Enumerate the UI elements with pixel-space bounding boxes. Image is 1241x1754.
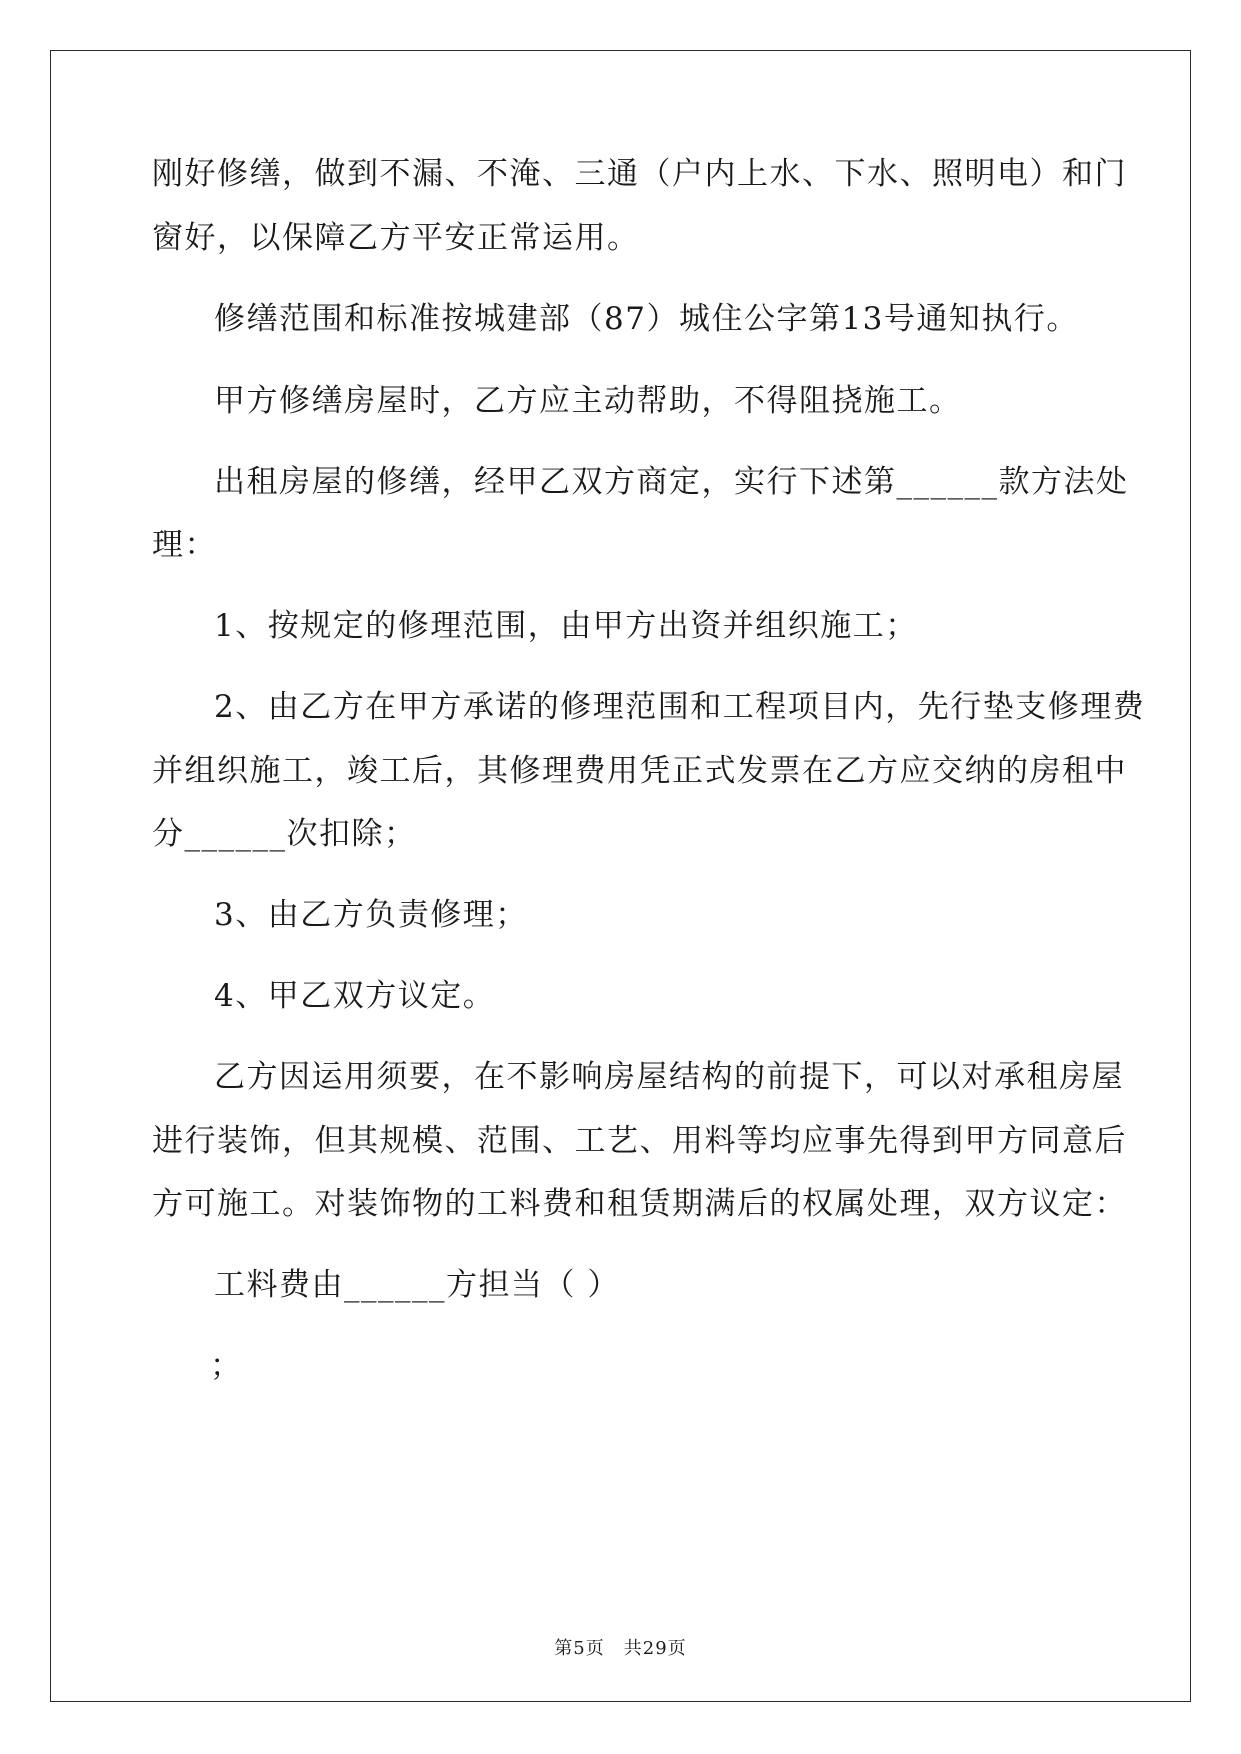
text-line: 理： <box>152 527 217 563</box>
text-line: 出租房屋的修缮，经甲乙双方商定，实行下述第______款方法处 <box>214 464 1129 500</box>
text-line: ； <box>210 1348 243 1384</box>
text-line: 甲方修缮房屋时，乙方应主动帮助，不得阻挠施工。 <box>214 383 962 419</box>
text-line: 刚好修缮，做到不漏、不淹、三通（户内上水、下水、照明电）和门 <box>152 156 1127 192</box>
text-line: 乙方因运用须要，在不影响房屋结构的前提下，可以对承租房屋 <box>214 1059 1124 1095</box>
text-line: 3、由乙方负责修理； <box>214 897 528 933</box>
page-border <box>50 50 1191 1702</box>
text-line: 进行装饰，但其规模、范围、工艺、用料等均应事先得到甲方同意后 <box>152 1123 1127 1159</box>
text-line: 1、按规定的修理范围，由甲方出资并组织施工； <box>214 608 918 644</box>
text-line: 工料费由______方担当（ ） <box>214 1267 620 1303</box>
text-line: 修缮范围和标准按城建部（87）城住公字第13号通知执行。 <box>214 301 1079 337</box>
page-number-footer: 第5页 共29页 <box>554 1638 687 1659</box>
text-line: 分______次扣除； <box>152 816 417 852</box>
text-line: 窗好，以保障乙方平安正常运用。 <box>152 220 640 256</box>
text-line: 2、由乙方在甲方承诺的修理范围和工程项目内，先行垫支修理费 <box>214 689 1146 725</box>
text-line: 4、甲乙双方议定。 <box>214 978 496 1014</box>
text-line: 并组织施工，竣工后，其修理费用凭正式发票在乙方应交纳的房租中 <box>152 753 1127 789</box>
text-line: 方可施工。对装饰物的工料费和租赁期满后的权属处理，双方议定： <box>152 1186 1127 1222</box>
